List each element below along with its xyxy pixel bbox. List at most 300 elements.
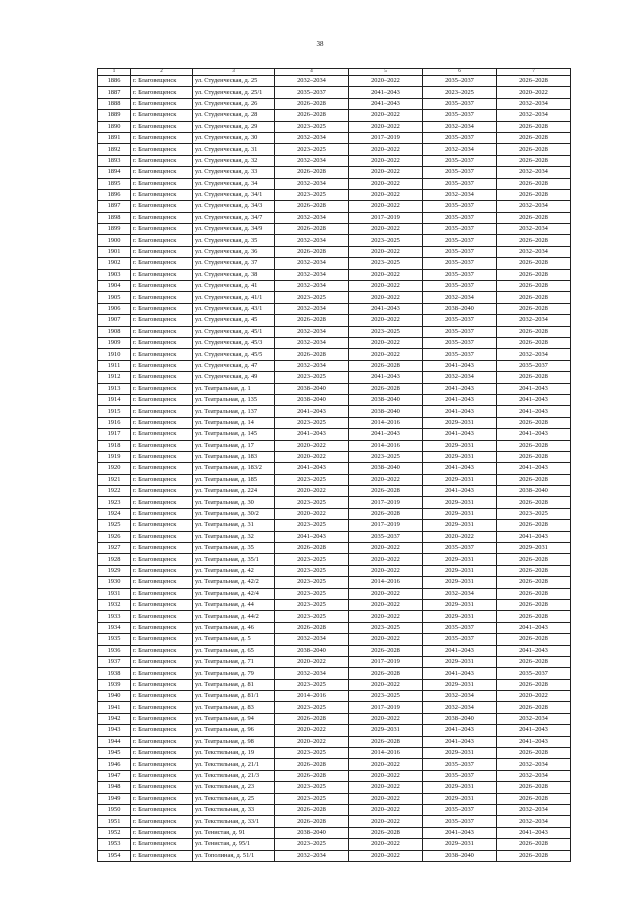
period-cell: 2020–2022 (275, 736, 349, 747)
table-row (98, 372, 571, 383)
period-cell: 2017–2019 (349, 520, 423, 531)
row-number-cell: 1932 (98, 599, 131, 610)
address-cell: ул. Театральная, д. 71 (193, 656, 275, 667)
period-cell: 2035–2037 (423, 805, 497, 816)
row-number-cell: 1954 (98, 850, 131, 861)
period-cell: 2035–2037 (423, 258, 497, 269)
period-cell: 2020–2022 (275, 725, 349, 736)
table-row (98, 850, 571, 861)
table-row (98, 463, 571, 474)
address-cell: ул. Студенческая, д. 34/1 (193, 189, 275, 200)
address-cell: ул. Театральная, д. 32 (193, 531, 275, 542)
table-row (98, 269, 571, 280)
period-cell: 2035–2037 (275, 87, 349, 98)
period-cell: 2023–2025 (349, 258, 423, 269)
period-cell: 2014–2016 (349, 440, 423, 451)
period-cell: 2041–2043 (497, 429, 571, 440)
city-cell: г. Благовещенск (131, 668, 193, 679)
period-cell: 2041–2043 (275, 463, 349, 474)
period-cell: 2026–2028 (275, 713, 349, 724)
period-cell: 2026–2028 (349, 508, 423, 519)
address-cell: ул. Студенческая, д. 33 (193, 167, 275, 178)
period-cell: 2026–2028 (497, 839, 571, 850)
table-row (98, 611, 571, 622)
city-cell: г. Благовещенск (131, 224, 193, 235)
period-cell: 2023–2025 (275, 793, 349, 804)
period-cell: 2032–2034 (275, 212, 349, 223)
table-row (98, 406, 571, 417)
row-number-cell: 1886 (98, 76, 131, 87)
address-cell: ул. Текстильная, д. 21/3 (193, 770, 275, 781)
period-cell: 2026–2028 (497, 144, 571, 155)
period-cell: 2023–2025 (497, 508, 571, 519)
period-cell: 2041–2043 (349, 98, 423, 109)
period-cell: 2032–2034 (497, 759, 571, 770)
address-cell: ул. Театральная, д. 14 (193, 417, 275, 428)
period-cell: 2026–2028 (275, 246, 349, 257)
table-row (98, 144, 571, 155)
period-cell: 2023–2025 (275, 565, 349, 576)
period-cell: 2017–2019 (349, 132, 423, 143)
address-cell: ул. Театральная, д. 30/2 (193, 508, 275, 519)
table-row (98, 121, 571, 132)
period-cell: 2038–2040 (349, 394, 423, 405)
period-cell: 2035–2037 (423, 816, 497, 827)
period-cell: 2029–2031 (423, 417, 497, 428)
period-cell: 2023–2025 (275, 839, 349, 850)
period-cell: 2026–2028 (349, 736, 423, 747)
table-row (98, 258, 571, 269)
city-cell: г. Благовещенск (131, 463, 193, 474)
period-cell: 2035–2037 (423, 76, 497, 87)
period-cell: 2026–2028 (349, 486, 423, 497)
table-row (98, 531, 571, 542)
address-cell: ул. Студенческая, д. 38 (193, 269, 275, 280)
table-row (98, 577, 571, 588)
row-number-cell: 1909 (98, 337, 131, 348)
period-cell: 2014–2016 (349, 748, 423, 759)
table-row (98, 360, 571, 371)
period-cell: 2029–2031 (423, 497, 497, 508)
city-cell: г. Благовещенск (131, 782, 193, 793)
period-cell: 2014–2016 (275, 691, 349, 702)
period-cell: 2041–2043 (423, 383, 497, 394)
period-cell: 2023–2025 (275, 577, 349, 588)
period-cell: 2032–2034 (275, 360, 349, 371)
period-cell: 2026–2028 (349, 360, 423, 371)
city-cell: г. Благовещенск (131, 246, 193, 257)
period-cell: 2026–2028 (497, 497, 571, 508)
period-cell: 2020–2022 (349, 543, 423, 554)
period-cell: 2023–2025 (349, 691, 423, 702)
period-cell: 2029–2031 (423, 577, 497, 588)
period-cell: 2041–2043 (497, 383, 571, 394)
period-cell: 2032–2034 (275, 281, 349, 292)
address-cell: ул. Театральная, д. 1 (193, 383, 275, 394)
period-cell: 2041–2043 (423, 668, 497, 679)
period-cell: 2029–2031 (423, 440, 497, 451)
city-cell: г. Благовещенск (131, 827, 193, 838)
city-cell: г. Благовещенск (131, 793, 193, 804)
period-cell: 2032–2034 (275, 132, 349, 143)
row-number-cell: 1910 (98, 349, 131, 360)
period-cell: 2029–2031 (423, 748, 497, 759)
period-cell: 2041–2043 (349, 303, 423, 314)
period-cell: 2032–2034 (497, 224, 571, 235)
period-cell: 2032–2034 (275, 76, 349, 87)
row-number-cell: 1947 (98, 770, 131, 781)
table-row (98, 805, 571, 816)
city-cell: г. Благовещенск (131, 292, 193, 303)
city-cell: г. Благовещенск (131, 451, 193, 462)
row-number-cell: 1944 (98, 736, 131, 747)
period-cell: 2029–2031 (423, 782, 497, 793)
period-cell: 2035–2037 (423, 235, 497, 246)
period-cell: 2026–2028 (497, 634, 571, 645)
period-cell: 2032–2034 (497, 713, 571, 724)
period-cell: 2026–2028 (275, 224, 349, 235)
city-cell: г. Благовещенск (131, 486, 193, 497)
period-cell: 2041–2043 (423, 645, 497, 656)
period-cell: 2032–2034 (423, 292, 497, 303)
city-cell: г. Благовещенск (131, 691, 193, 702)
period-cell: 2032–2034 (423, 588, 497, 599)
row-number-cell: 1924 (98, 508, 131, 519)
period-cell: 2032–2034 (275, 634, 349, 645)
row-number-cell: 1900 (98, 235, 131, 246)
city-cell: г. Благовещенск (131, 303, 193, 314)
period-cell: 2041–2043 (423, 406, 497, 417)
period-cell: 2041–2043 (497, 406, 571, 417)
period-cell: 2026–2028 (497, 748, 571, 759)
table-row (98, 235, 571, 246)
period-cell: 2017–2019 (349, 656, 423, 667)
period-cell: 2020–2022 (349, 178, 423, 189)
period-cell: 2020–2022 (349, 782, 423, 793)
period-cell: 2020–2022 (349, 759, 423, 770)
period-cell: 2020–2022 (349, 850, 423, 861)
address-cell: ул. Студенческая, д. 37 (193, 258, 275, 269)
row-number-cell: 1939 (98, 679, 131, 690)
period-cell: 2032–2034 (497, 805, 571, 816)
period-cell: 2020–2022 (349, 201, 423, 212)
row-number-cell: 1902 (98, 258, 131, 269)
period-cell: 2029–2031 (423, 474, 497, 485)
period-cell: 2026–2028 (275, 805, 349, 816)
table-row (98, 622, 571, 633)
period-cell: 2026–2028 (497, 611, 571, 622)
address-cell: ул. Театральная, д. 94 (193, 713, 275, 724)
address-cell: ул. Студенческая, д. 34/3 (193, 201, 275, 212)
city-cell: г. Благовещенск (131, 588, 193, 599)
address-cell: ул. Студенческая, д. 41/1 (193, 292, 275, 303)
period-cell: 2032–2034 (275, 326, 349, 337)
city-cell: г. Благовещенск (131, 110, 193, 121)
city-cell: г. Благовещенск (131, 497, 193, 508)
period-cell: 2038–2040 (497, 486, 571, 497)
table-row (98, 326, 571, 337)
period-cell: 2026–2028 (497, 189, 571, 200)
period-cell: 2026–2028 (497, 554, 571, 565)
period-cell: 2026–2028 (497, 178, 571, 189)
period-cell: 2041–2043 (275, 531, 349, 542)
period-cell: 2026–2028 (275, 349, 349, 360)
period-cell: 2035–2037 (423, 224, 497, 235)
city-cell: г. Благовещенск (131, 76, 193, 87)
row-number-cell: 1916 (98, 417, 131, 428)
period-cell: 2020–2022 (275, 451, 349, 462)
period-cell: 2035–2037 (423, 543, 497, 554)
row-number-cell: 1890 (98, 121, 131, 132)
column-number: 5 (349, 69, 423, 76)
city-cell: г. Благовещенск (131, 816, 193, 827)
period-cell: 2020–2022 (275, 656, 349, 667)
period-cell: 2029–2031 (497, 543, 571, 554)
address-cell: ул. Студенческая, д. 34 (193, 178, 275, 189)
city-cell: г. Благовещенск (131, 258, 193, 269)
period-cell: 2026–2028 (497, 212, 571, 223)
city-cell: г. Благовещенск (131, 212, 193, 223)
address-cell: ул. Студенческая, д. 29 (193, 121, 275, 132)
address-cell: ул. Театральная, д. 35/1 (193, 554, 275, 565)
period-cell: 2032–2034 (275, 235, 349, 246)
period-cell: 2026–2028 (497, 76, 571, 87)
period-cell: 2041–2043 (423, 394, 497, 405)
period-cell: 2026–2028 (497, 258, 571, 269)
period-cell: 2020–2022 (349, 76, 423, 87)
city-cell: г. Благовещенск (131, 281, 193, 292)
period-cell: 2023–2025 (275, 679, 349, 690)
address-cell: ул. Театральная, д. 98 (193, 736, 275, 747)
address-cell: ул. Текстильная, д. 21/1 (193, 759, 275, 770)
period-cell: 2029–2031 (423, 656, 497, 667)
address-cell: ул. Театральная, д. 135 (193, 394, 275, 405)
period-cell: 2032–2034 (497, 770, 571, 781)
period-cell: 2017–2019 (349, 702, 423, 713)
city-cell: г. Благовещенск (131, 337, 193, 348)
table-row (98, 429, 571, 440)
period-cell: 2029–2031 (423, 508, 497, 519)
row-number-cell: 1940 (98, 691, 131, 702)
period-cell: 2023–2025 (275, 702, 349, 713)
row-number-cell: 1894 (98, 167, 131, 178)
address-cell: ул. Театральная, д. 96 (193, 725, 275, 736)
period-cell: 2026–2028 (275, 759, 349, 770)
row-number-cell: 1906 (98, 303, 131, 314)
address-cell: ул. Театральная, д. 31 (193, 520, 275, 531)
table-row (98, 110, 571, 121)
city-cell: г. Благовещенск (131, 634, 193, 645)
period-cell: 2026–2028 (497, 577, 571, 588)
table-row (98, 440, 571, 451)
period-cell: 2023–2025 (275, 782, 349, 793)
period-cell: 2020–2022 (349, 189, 423, 200)
period-cell: 2029–2031 (423, 839, 497, 850)
address-cell: ул. Театральная, д. 183 (193, 451, 275, 462)
table-row (98, 588, 571, 599)
period-cell: 2041–2043 (349, 372, 423, 383)
row-number-cell: 1926 (98, 531, 131, 542)
row-number-cell: 1892 (98, 144, 131, 155)
period-cell: 2032–2034 (423, 121, 497, 132)
period-cell: 2032–2034 (275, 269, 349, 280)
address-cell: ул. Театральная, д. 42 (193, 565, 275, 576)
row-number-cell: 1925 (98, 520, 131, 531)
table-row (98, 315, 571, 326)
period-cell: 2026–2028 (497, 474, 571, 485)
period-cell: 2038–2040 (349, 406, 423, 417)
period-cell: 2020–2022 (349, 554, 423, 565)
period-cell: 2029–2031 (423, 611, 497, 622)
row-number-cell: 1915 (98, 406, 131, 417)
period-cell: 2026–2028 (497, 599, 571, 610)
table-row (98, 736, 571, 747)
period-cell: 2041–2043 (497, 394, 571, 405)
table-row (98, 98, 571, 109)
period-cell: 2029–2031 (423, 679, 497, 690)
table-row (98, 702, 571, 713)
address-cell: ул. Студенческая, д. 47 (193, 360, 275, 371)
period-cell: 2026–2028 (275, 315, 349, 326)
table-row (98, 155, 571, 166)
address-cell: ул. Театральная, д. 30 (193, 497, 275, 508)
period-cell: 2020–2022 (349, 565, 423, 576)
city-cell: г. Благовещенск (131, 839, 193, 850)
table-row (98, 554, 571, 565)
period-cell: 2032–2034 (275, 337, 349, 348)
table-row (98, 349, 571, 360)
period-cell: 2041–2043 (275, 429, 349, 440)
period-cell: 2038–2040 (275, 645, 349, 656)
period-cell: 2035–2037 (423, 98, 497, 109)
period-cell: 2026–2028 (497, 850, 571, 861)
period-cell: 2026–2028 (497, 793, 571, 804)
row-number-cell: 1936 (98, 645, 131, 656)
period-cell: 2032–2034 (497, 98, 571, 109)
period-cell: 2035–2037 (423, 315, 497, 326)
period-cell: 2020–2022 (349, 634, 423, 645)
period-cell: 2032–2034 (497, 246, 571, 257)
city-cell: г. Благовещенск (131, 269, 193, 280)
period-cell: 2026–2028 (497, 269, 571, 280)
address-cell: ул. Театральная, д. 81 (193, 679, 275, 690)
period-cell: 2038–2040 (275, 827, 349, 838)
city-cell: г. Благовещенск (131, 98, 193, 109)
period-cell: 2032–2034 (497, 110, 571, 121)
address-cell: ул. Тополиная, д. 51/1 (193, 850, 275, 861)
period-cell: 2023–2025 (349, 235, 423, 246)
period-cell: 2041–2043 (423, 429, 497, 440)
table-row (98, 497, 571, 508)
row-number-cell: 1952 (98, 827, 131, 838)
table-row (98, 132, 571, 143)
city-cell: г. Благовещенск (131, 622, 193, 633)
address-cell: ул. Театральная, д. 185 (193, 474, 275, 485)
table-row (98, 383, 571, 394)
period-cell: 2023–2025 (275, 599, 349, 610)
table-row (98, 212, 571, 223)
city-cell: г. Благовещенск (131, 565, 193, 576)
row-number-cell: 1912 (98, 372, 131, 383)
period-cell: 2035–2037 (423, 178, 497, 189)
period-cell: 2035–2037 (497, 668, 571, 679)
table-row (98, 189, 571, 200)
period-cell: 2026–2028 (497, 417, 571, 428)
row-number-cell: 1953 (98, 839, 131, 850)
city-cell: г. Благовещенск (131, 406, 193, 417)
period-cell: 2035–2037 (423, 269, 497, 280)
address-cell: ул. Текстильная, д. 33/1 (193, 816, 275, 827)
period-cell: 2023–2025 (275, 144, 349, 155)
table-row (98, 759, 571, 770)
address-cell: ул. Студенческая, д. 41 (193, 281, 275, 292)
period-cell: 2038–2040 (423, 850, 497, 861)
city-cell: г. Благовещенск (131, 850, 193, 861)
address-cell: ул. Текстильная, д. 33 (193, 805, 275, 816)
row-number-cell: 1921 (98, 474, 131, 485)
table-row (98, 178, 571, 189)
period-cell: 2026–2028 (497, 451, 571, 462)
address-cell: ул. Театральная, д. 44 (193, 599, 275, 610)
address-cell: ул. Театральная, д. 83 (193, 702, 275, 713)
table-row (98, 246, 571, 257)
period-cell: 2041–2043 (497, 827, 571, 838)
table-row (98, 634, 571, 645)
table-row (98, 303, 571, 314)
row-number-cell: 1927 (98, 543, 131, 554)
register-table (97, 68, 571, 862)
address-cell: ул. Студенческая, д. 35 (193, 235, 275, 246)
city-cell: г. Благовещенск (131, 645, 193, 656)
address-cell: ул. Тенистая, д. 91 (193, 827, 275, 838)
column-number: 7 (497, 69, 571, 76)
city-cell: г. Благовещенск (131, 167, 193, 178)
period-cell: 2026–2028 (497, 155, 571, 166)
period-cell: 2023–2025 (349, 326, 423, 337)
table-row (98, 782, 571, 793)
period-cell: 2023–2025 (275, 554, 349, 565)
column-number: 2 (131, 69, 193, 76)
period-cell: 2041–2043 (349, 429, 423, 440)
table-row (98, 394, 571, 405)
address-cell: ул. Театральная, д. 137 (193, 406, 275, 417)
period-cell: 2041–2043 (497, 622, 571, 633)
city-cell: г. Благовещенск (131, 656, 193, 667)
period-cell: 2026–2028 (497, 702, 571, 713)
address-cell: ул. Студенческая, д. 34/7 (193, 212, 275, 223)
period-cell: 2035–2037 (423, 155, 497, 166)
period-cell: 2029–2031 (349, 725, 423, 736)
period-cell: 2041–2043 (349, 87, 423, 98)
period-cell: 2023–2025 (275, 372, 349, 383)
city-cell: г. Благовещенск (131, 759, 193, 770)
row-number-cell: 1943 (98, 725, 131, 736)
period-cell: 2032–2034 (423, 189, 497, 200)
city-cell: г. Благовещенск (131, 599, 193, 610)
row-number-cell: 1942 (98, 713, 131, 724)
table-row (98, 508, 571, 519)
period-cell: 2020–2022 (275, 486, 349, 497)
address-cell: ул. Тенистая, д. 95/1 (193, 839, 275, 850)
period-cell: 2032–2034 (423, 691, 497, 702)
table-row (98, 656, 571, 667)
row-number-cell: 1945 (98, 748, 131, 759)
period-cell: 2029–2031 (423, 565, 497, 576)
period-cell: 2020–2022 (349, 679, 423, 690)
period-cell: 2038–2040 (349, 463, 423, 474)
city-cell: г. Благовещенск (131, 736, 193, 747)
period-cell: 2041–2043 (423, 736, 497, 747)
